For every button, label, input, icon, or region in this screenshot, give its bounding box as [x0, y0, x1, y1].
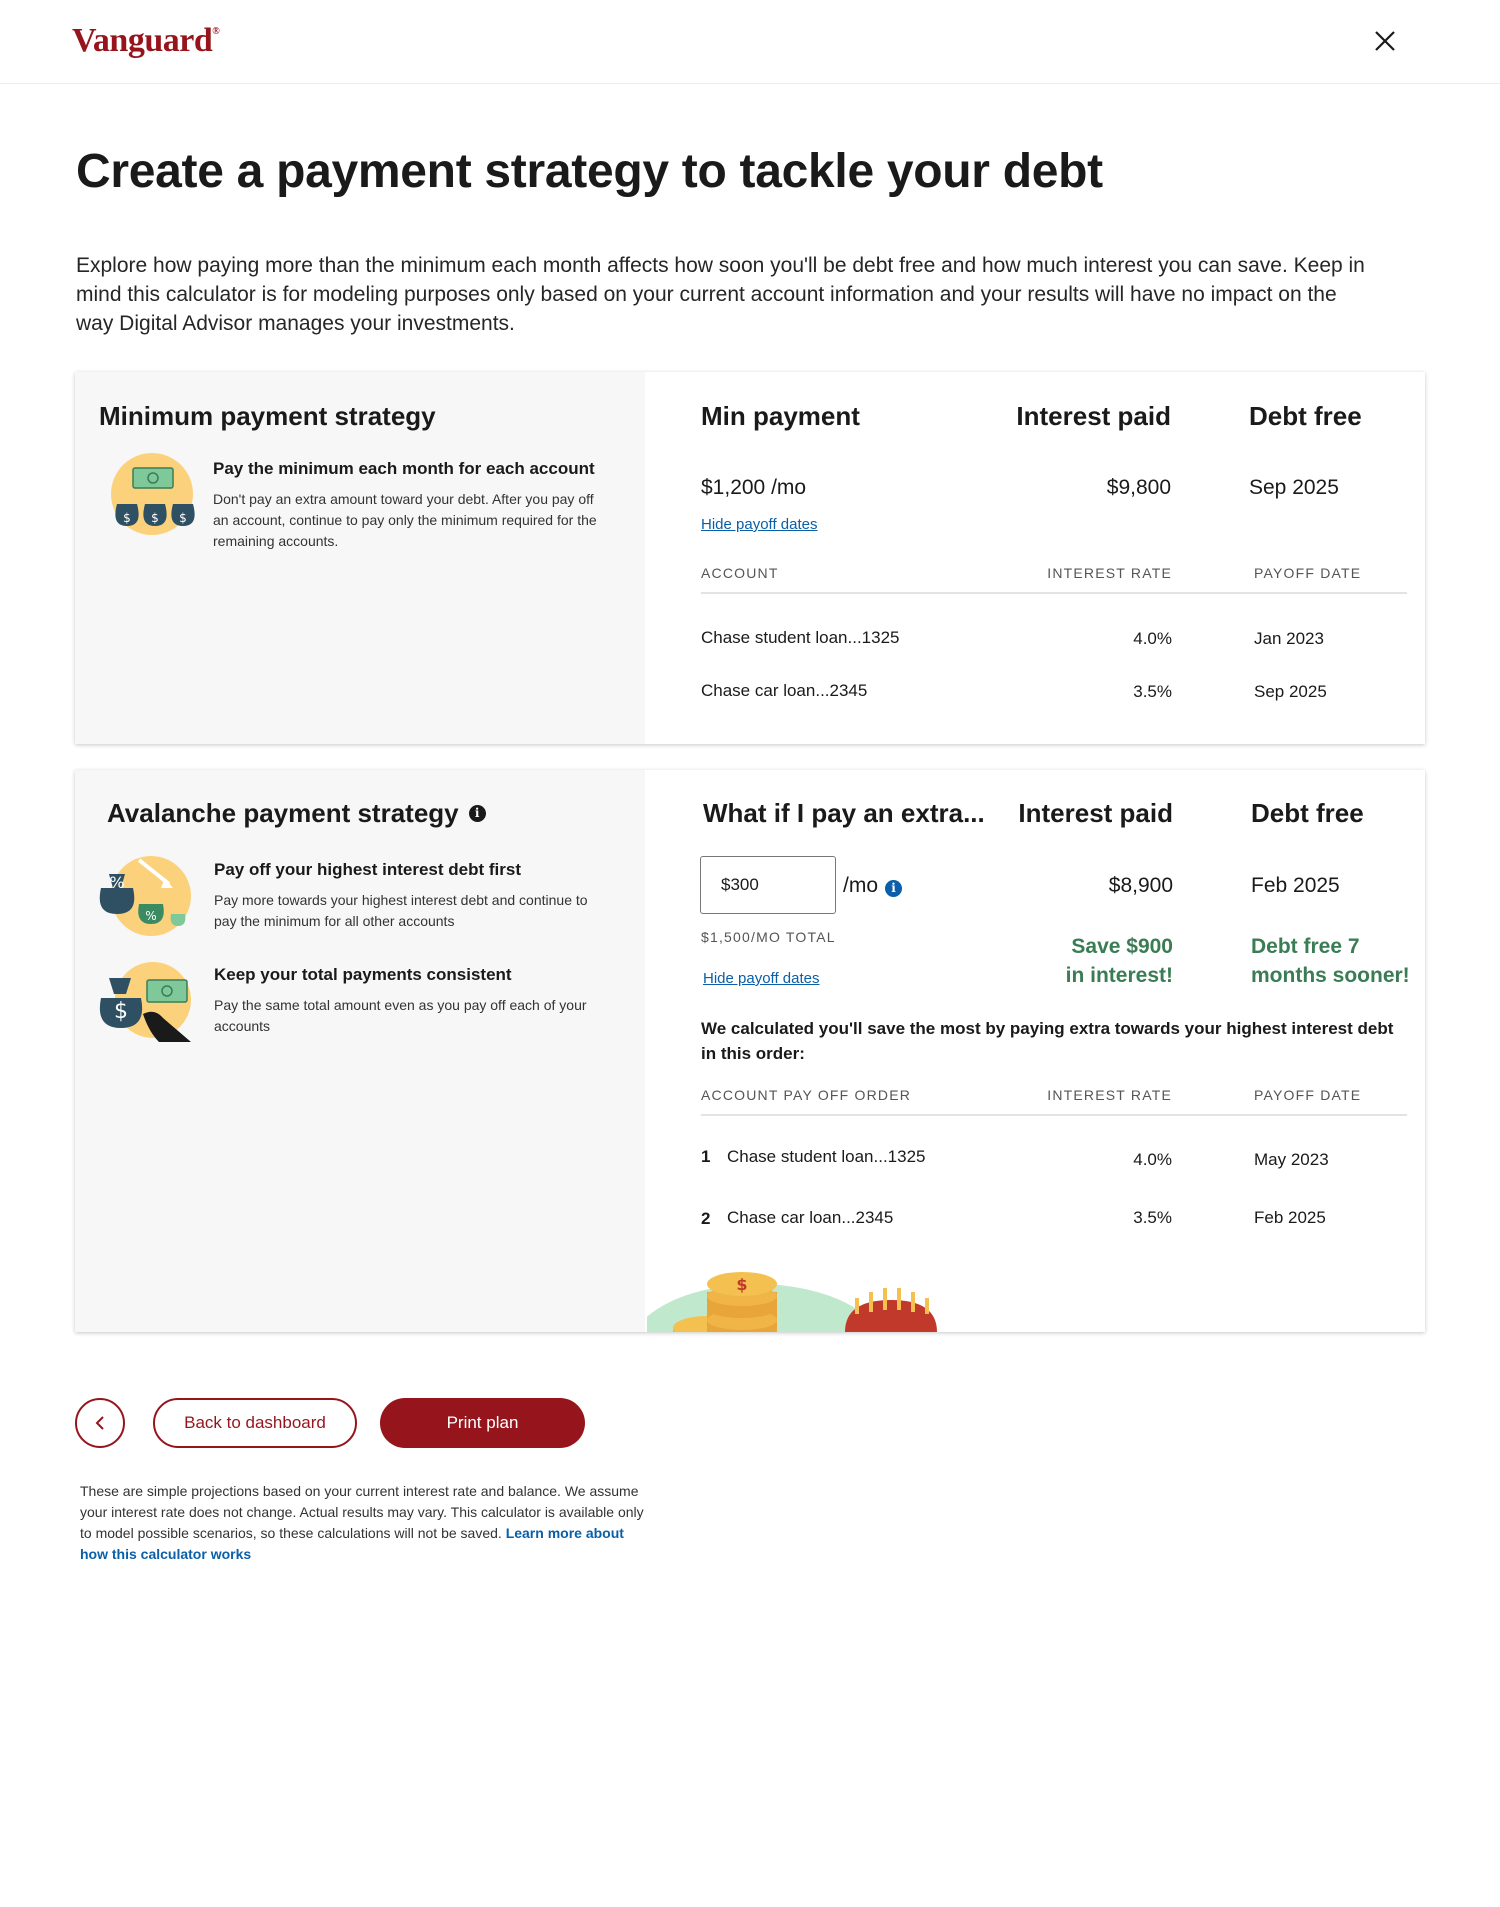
interest-savings-line2: in interest!: [1065, 964, 1173, 987]
logo-mark: ®: [212, 26, 220, 37]
disclaimer: [80, 1481, 650, 1565]
avalanche-strategy-card: [75, 770, 1425, 1332]
svg-text:$: $: [123, 511, 131, 525]
time-savings-line1: Debt free 7: [1251, 935, 1360, 958]
table-header-account: ACCOUNT: [701, 565, 779, 581]
minimum-strategy-card: [75, 372, 1425, 744]
table-row-rate: 3.5%: [1133, 1208, 1172, 1227]
avalanche-title-text: Avalanche payment strategy: [107, 798, 459, 828]
table-row-date: Sep 2025: [1254, 682, 1327, 701]
table-row-account: Chase car loan...2345: [701, 681, 868, 700]
minimum-strategy-title: Minimum payment strategy: [99, 401, 436, 431]
learn-more-link[interactable]: Learn more about how this calculator works: [80, 1525, 624, 1562]
table-row-account: Chase student loan...1325: [727, 1147, 926, 1166]
close-button[interactable]: [1372, 28, 1398, 54]
money-bags-icon: [103, 452, 197, 536]
col-interest-paid: Interest paid: [1018, 798, 1173, 828]
table-header-interest-rate: INTEREST RATE: [1047, 1087, 1172, 1103]
col-debt-free: Debt free: [1249, 401, 1362, 431]
min-payment-value: $1,200 /mo: [701, 476, 807, 499]
avalanche-item1-desc: Pay more towards your highest interest debt and continue to pay the minimum for all other accounts: [214, 892, 588, 929]
hide-payoff-dates-link[interactable]: Hide payoff dates: [703, 970, 820, 987]
vanguard-logo[interactable]: [72, 22, 219, 60]
minimum-item-title: Pay the minimum each month for each account: [213, 459, 595, 478]
calculation-note: We calculated you'll save the most by paying extra towards your highest interest debt in this order:: [701, 1019, 1394, 1063]
table-row-rate: 4.0%: [1133, 629, 1172, 648]
table-header-payoff-order: ACCOUNT PAY OFF ORDER: [701, 1087, 912, 1103]
table-row-date: May 2023: [1254, 1150, 1329, 1169]
top-bar: [0, 0, 1500, 84]
interest-paid-value: $9,800: [1106, 476, 1171, 499]
table-row-account: Chase car loan...2345: [727, 1208, 894, 1227]
interest-savings: [975, 932, 1173, 990]
col-interest-paid: Interest paid: [1016, 401, 1171, 431]
coins-cake-icon: [647, 1262, 977, 1332]
debt-free-value: Feb 2025: [1251, 874, 1340, 897]
table-divider: [701, 1114, 1407, 1116]
back-to-dashboard-button[interactable]: Back to dashboard: [153, 1398, 357, 1448]
svg-text:$: $: [736, 1275, 748, 1294]
col-extra-payment: What if I pay an extra...: [703, 798, 985, 828]
table-header-interest-rate: INTEREST RATE: [1047, 565, 1172, 581]
previous-button[interactable]: [75, 1398, 125, 1448]
svg-text:$: $: [179, 511, 187, 525]
table-header-payoff-date: PAYOFF DATE: [1254, 1087, 1362, 1103]
dollar-hand-icon: [99, 958, 195, 1044]
time-savings-line2: months sooner!: [1251, 964, 1410, 987]
table-row-date: Jan 2023: [1254, 629, 1324, 648]
avalanche-strategy-title: [107, 798, 486, 829]
page-title: Create a payment strategy to tackle your debt: [76, 145, 1103, 198]
percent-bags-icon: [99, 852, 195, 938]
close-icon: [1372, 28, 1398, 54]
minimum-strategy-panel: [75, 372, 645, 744]
svg-text:$: $: [151, 511, 159, 525]
table-row-rate: 4.0%: [1133, 1150, 1172, 1169]
chevron-left-icon: [77, 1400, 123, 1446]
extra-per-month-label: /mo: [843, 874, 879, 897]
svg-text:%: %: [109, 873, 125, 892]
avalanche-item2-desc: Pay the same total amount even as you pay off each of your accounts: [214, 997, 587, 1034]
info-icon[interactable]: i: [885, 880, 902, 897]
interest-savings-line1: Save $900: [1071, 935, 1173, 958]
table-divider: [701, 592, 1407, 594]
intro-text: Explore how paying more than the minimum each month affects how soon you'll be debt free and how much interest you can save. Keep in mind this calculator is for modeling purposes only based on your current account information and your results will have no impact on the way Digital Advisor manages your investments.: [76, 254, 1365, 335]
avalanche-strategy-panel: [75, 770, 645, 1332]
svg-text:$: $: [114, 999, 128, 1024]
avalanche-item2-title: Keep your total payments consistent: [214, 965, 512, 984]
table-row-account: Chase student loan...1325: [701, 628, 900, 647]
print-plan-button[interactable]: Print plan: [380, 1398, 585, 1448]
time-savings: [1251, 932, 1410, 990]
payoff-order-number: 1: [701, 1147, 711, 1166]
debt-free-value: Sep 2025: [1249, 476, 1339, 499]
payoff-order-number: 2: [701, 1209, 711, 1228]
minimum-item-desc: Don't pay an extra amount toward your debt. After you pay off an account, continue to pay only the minimum required for the remaining accounts.: [213, 491, 597, 549]
table-row-date: Feb 2025: [1254, 1208, 1326, 1227]
info-icon[interactable]: i: [469, 805, 486, 822]
svg-text:%: %: [145, 909, 157, 923]
interest-paid-value: $8,900: [1108, 874, 1173, 897]
disclaimer-text: These are simple projections based on your current interest rate and balance. We assume your interest rate does not change. Actual results may vary. This calculator is available only to model possible scenarios, so these calculations will not be saved.: [80, 1483, 644, 1541]
avalanche-item1-title: Pay off your highest interest debt first: [214, 860, 521, 879]
logo-text: Vanguard: [72, 22, 213, 59]
table-row-rate: 3.5%: [1133, 682, 1172, 701]
table-header-payoff-date: PAYOFF DATE: [1254, 565, 1362, 581]
col-debt-free: Debt free: [1251, 798, 1364, 828]
extra-payment-input[interactable]: [700, 856, 836, 914]
col-min-payment: Min payment: [701, 401, 860, 431]
hide-payoff-dates-link[interactable]: Hide payoff dates: [701, 516, 818, 533]
monthly-total: $1,500/MO TOTAL: [701, 929, 836, 945]
